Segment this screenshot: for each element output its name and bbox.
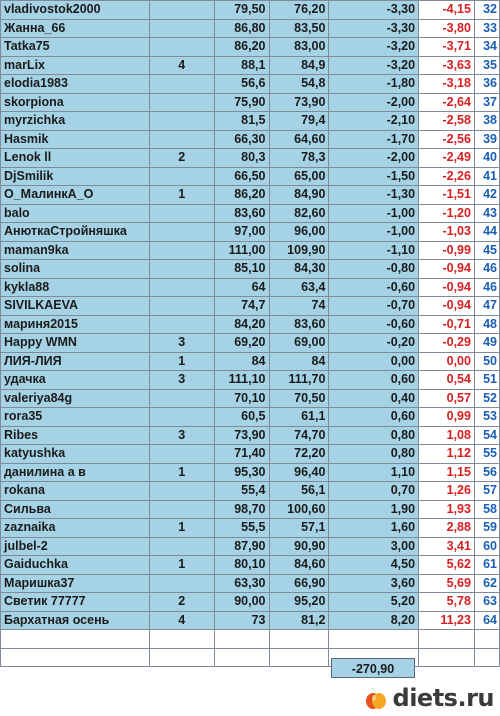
diff-cell[interactable]: -0,94	[419, 278, 475, 297]
empty-cell[interactable]	[474, 648, 499, 667]
table-row	[1, 556, 500, 575]
table-row	[1, 260, 500, 279]
end-cell[interactable]: 82,60	[269, 204, 329, 223]
end-cell[interactable]: 84,60	[269, 556, 329, 575]
rownum-cell[interactable]: 32	[474, 1, 499, 20]
rownum-cell[interactable]: 63	[474, 593, 499, 612]
rownum-cell[interactable]: 55	[474, 445, 499, 464]
start-cell[interactable]: 56,6	[214, 75, 269, 94]
start-cell[interactable]: 84	[214, 352, 269, 371]
rownum-cell[interactable]: 58	[474, 500, 499, 519]
start-cell[interactable]: 66,30	[214, 130, 269, 149]
diff-cell[interactable]: -0,94	[419, 260, 475, 279]
badge-cell[interactable]: 1	[149, 556, 214, 575]
start-cell[interactable]: 75,90	[214, 93, 269, 112]
rownum-cell[interactable]: 41	[474, 167, 499, 186]
diff-cell[interactable]: 5,78	[419, 593, 475, 612]
diff-cell[interactable]: 1,15	[419, 463, 475, 482]
table-body	[1, 1, 500, 667]
badge-cell[interactable]	[149, 297, 214, 316]
rownum-cell[interactable]: 61	[474, 556, 499, 575]
badge-cell[interactable]: 4	[149, 611, 214, 630]
start-cell[interactable]: 111,10	[214, 371, 269, 390]
rownum-cell[interactable]: 52	[474, 389, 499, 408]
table-row	[1, 389, 500, 408]
end-cell[interactable]: 96,00	[269, 223, 329, 242]
diff-cell[interactable]: -0,99	[419, 241, 475, 260]
name-cell[interactable]: Маришка37	[1, 574, 150, 593]
table-row	[1, 241, 500, 260]
badge-cell[interactable]	[149, 482, 214, 501]
rownum-cell[interactable]: 37	[474, 93, 499, 112]
empty-cell[interactable]	[1, 630, 150, 649]
end-cell[interactable]: 57,1	[269, 519, 329, 538]
apple-icon	[363, 685, 389, 711]
empty-cell[interactable]	[214, 630, 269, 649]
change-cell[interactable]: -1,00	[329, 204, 419, 223]
change-cell[interactable]: -3,30	[329, 19, 419, 38]
start-cell[interactable]: 64	[214, 278, 269, 297]
name-cell[interactable]: myrzichka	[1, 112, 150, 131]
table-row	[1, 408, 500, 427]
badge-cell[interactable]	[149, 223, 214, 242]
diff-cell[interactable]: -1,51	[419, 186, 475, 205]
badge-cell[interactable]: 1	[149, 463, 214, 482]
name-cell[interactable]: balo	[1, 204, 150, 223]
start-cell[interactable]: 81,5	[214, 112, 269, 131]
empty-cell[interactable]	[269, 648, 329, 667]
badge-cell[interactable]: 3	[149, 371, 214, 390]
name-cell[interactable]: Светик 77777	[1, 593, 150, 612]
end-cell[interactable]: 83,00	[269, 38, 329, 57]
badge-cell[interactable]	[149, 315, 214, 334]
table-row	[1, 334, 500, 353]
diff-cell[interactable]: -2,56	[419, 130, 475, 149]
name-cell[interactable]: maman9ka	[1, 241, 150, 260]
table-row	[1, 574, 500, 593]
badge-cell[interactable]: 4	[149, 56, 214, 75]
start-cell[interactable]: 83,60	[214, 204, 269, 223]
table-row	[1, 223, 500, 242]
end-cell[interactable]: 109,90	[269, 241, 329, 260]
diff-cell[interactable]: 0,00	[419, 352, 475, 371]
rownum-cell[interactable]: 45	[474, 241, 499, 260]
diff-cell[interactable]: 3,41	[419, 537, 475, 556]
diff-cell[interactable]: 11,23	[419, 611, 475, 630]
badge-cell[interactable]: 3	[149, 334, 214, 353]
diff-cell[interactable]: -2,58	[419, 112, 475, 131]
change-cell[interactable]: -2,00	[329, 149, 419, 168]
rownum-cell[interactable]: 46	[474, 278, 499, 297]
table-row	[1, 130, 500, 149]
start-cell[interactable]: 55,5	[214, 519, 269, 538]
badge-cell[interactable]: 2	[149, 593, 214, 612]
table-row	[1, 19, 500, 38]
empty-cell[interactable]	[419, 630, 475, 649]
table-row	[1, 371, 500, 390]
end-cell[interactable]: 100,60	[269, 500, 329, 519]
name-cell[interactable]: julbel-2	[1, 537, 150, 556]
end-cell[interactable]: 73,90	[269, 93, 329, 112]
end-cell[interactable]: 84	[269, 352, 329, 371]
change-cell[interactable]: -0,20	[329, 334, 419, 353]
change-cell[interactable]: 5,20	[329, 593, 419, 612]
badge-cell[interactable]	[149, 260, 214, 279]
name-cell[interactable]: АнюткаСтройняшка	[1, 223, 150, 242]
start-cell[interactable]: 80,10	[214, 556, 269, 575]
change-cell[interactable]: 1,10	[329, 463, 419, 482]
rownum-cell[interactable]: 57	[474, 482, 499, 501]
diff-cell[interactable]: -2,49	[419, 149, 475, 168]
end-cell[interactable]: 72,20	[269, 445, 329, 464]
badge-cell[interactable]	[149, 38, 214, 57]
end-cell[interactable]: 61,1	[269, 408, 329, 427]
diff-cell[interactable]: 5,62	[419, 556, 475, 575]
name-cell[interactable]: SIVILKAEVA	[1, 297, 150, 316]
start-cell[interactable]: 60,5	[214, 408, 269, 427]
rownum-cell[interactable]: 46	[474, 260, 499, 279]
table-row	[1, 75, 500, 94]
table-row	[1, 56, 500, 75]
rownum-cell[interactable]: 59	[474, 519, 499, 538]
name-cell[interactable]: Сильва	[1, 500, 150, 519]
badge-cell[interactable]	[149, 167, 214, 186]
name-cell[interactable]: Бархатная осень	[1, 611, 150, 630]
rownum-cell[interactable]: 33	[474, 19, 499, 38]
change-cell[interactable]: -1,10	[329, 241, 419, 260]
badge-cell[interactable]	[149, 537, 214, 556]
name-cell[interactable]: удачка	[1, 371, 150, 390]
diff-cell[interactable]: 0,54	[419, 371, 475, 390]
change-cell[interactable]: -1,50	[329, 167, 419, 186]
table-row	[1, 315, 500, 334]
end-cell[interactable]: 76,20	[269, 1, 329, 20]
end-cell[interactable]: 83,60	[269, 315, 329, 334]
badge-cell[interactable]	[149, 241, 214, 260]
empty-cell[interactable]	[269, 630, 329, 649]
empty-cell[interactable]	[149, 648, 214, 667]
change-cell[interactable]: 4,50	[329, 556, 419, 575]
change-cell[interactable]: -0,70	[329, 297, 419, 316]
name-cell[interactable]: elodia1983	[1, 75, 150, 94]
table-row	[1, 1, 500, 20]
start-cell[interactable]: 85,10	[214, 260, 269, 279]
table-row	[1, 38, 500, 57]
start-cell[interactable]: 80,3	[214, 149, 269, 168]
start-cell[interactable]: 111,00	[214, 241, 269, 260]
change-cell[interactable]: 3,00	[329, 537, 419, 556]
name-cell[interactable]: Happy WMN	[1, 334, 150, 353]
start-cell[interactable]: 84,20	[214, 315, 269, 334]
change-cell[interactable]: -2,10	[329, 112, 419, 131]
name-cell[interactable]: valeriya84g	[1, 389, 150, 408]
start-cell[interactable]: 90,00	[214, 593, 269, 612]
empty-cell[interactable]	[1, 648, 150, 667]
empty-cell[interactable]	[419, 648, 475, 667]
start-cell[interactable]: 97,00	[214, 223, 269, 242]
change-cell[interactable]: -1,80	[329, 75, 419, 94]
name-cell[interactable]: Tatka75	[1, 38, 150, 57]
diff-cell[interactable]: -1,20	[419, 204, 475, 223]
rownum-cell[interactable]: 42	[474, 186, 499, 205]
badge-cell[interactable]	[149, 112, 214, 131]
rownum-cell[interactable]: 51	[474, 371, 499, 390]
diff-cell[interactable]: -3,80	[419, 19, 475, 38]
diff-cell[interactable]: 0,57	[419, 389, 475, 408]
name-cell[interactable]: Жанна_66	[1, 19, 150, 38]
end-cell[interactable]: 90,90	[269, 537, 329, 556]
start-cell[interactable]: 71,40	[214, 445, 269, 464]
rownum-cell[interactable]: 62	[474, 574, 499, 593]
table-row	[1, 426, 500, 445]
badge-cell[interactable]: 3	[149, 426, 214, 445]
change-cell[interactable]: 0,60	[329, 408, 419, 427]
name-cell[interactable]: Hasmik	[1, 130, 150, 149]
change-cell[interactable]: -0,80	[329, 260, 419, 279]
start-cell[interactable]: 87,90	[214, 537, 269, 556]
change-cell[interactable]: -1,70	[329, 130, 419, 149]
empty-cell[interactable]	[474, 630, 499, 649]
diff-cell[interactable]: -3,18	[419, 75, 475, 94]
rownum-cell[interactable]: 50	[474, 352, 499, 371]
start-cell[interactable]: 70,10	[214, 389, 269, 408]
end-cell[interactable]: 74,70	[269, 426, 329, 445]
badge-cell[interactable]	[149, 204, 214, 223]
start-cell[interactable]: 74,7	[214, 297, 269, 316]
badge-cell[interactable]	[149, 75, 214, 94]
name-cell[interactable]: мариня2015	[1, 315, 150, 334]
rownum-cell[interactable]: 34	[474, 38, 499, 57]
start-cell[interactable]: 63,30	[214, 574, 269, 593]
badge-cell[interactable]: 2	[149, 149, 214, 168]
rownum-cell[interactable]: 36	[474, 75, 499, 94]
end-cell[interactable]: 64,60	[269, 130, 329, 149]
badge-cell[interactable]	[149, 408, 214, 427]
table-row	[1, 167, 500, 186]
diff-cell[interactable]: 1,12	[419, 445, 475, 464]
diff-cell[interactable]: -3,71	[419, 38, 475, 57]
start-cell[interactable]: 73	[214, 611, 269, 630]
start-cell[interactable]: 86,20	[214, 186, 269, 205]
rownum-cell[interactable]: 40	[474, 149, 499, 168]
rownum-cell[interactable]: 49	[474, 334, 499, 353]
name-cell[interactable]: Lenok ll	[1, 149, 150, 168]
diff-cell[interactable]: 1,08	[419, 426, 475, 445]
change-cell[interactable]: 3,60	[329, 574, 419, 593]
change-cell[interactable]: 0,00	[329, 352, 419, 371]
end-cell[interactable]: 70,50	[269, 389, 329, 408]
start-cell[interactable]: 95,30	[214, 463, 269, 482]
table-row	[1, 278, 500, 297]
table-row	[1, 297, 500, 316]
end-cell[interactable]: 78,3	[269, 149, 329, 168]
name-cell[interactable]: skorpiona	[1, 93, 150, 112]
change-cell[interactable]: -1,30	[329, 186, 419, 205]
watermark-text: diets.ru	[392, 684, 494, 712]
table-row	[1, 352, 500, 371]
name-cell[interactable]: zaznaika	[1, 519, 150, 538]
table-row	[1, 611, 500, 630]
diff-cell[interactable]: -1,03	[419, 223, 475, 242]
change-cell[interactable]: -3,20	[329, 38, 419, 57]
start-cell[interactable]: 79,50	[214, 1, 269, 20]
change-cell[interactable]: 0,80	[329, 445, 419, 464]
watermark	[363, 684, 494, 712]
name-cell[interactable]: rora35	[1, 408, 150, 427]
end-cell[interactable]: 83,50	[269, 19, 329, 38]
badge-cell[interactable]	[149, 1, 214, 20]
start-cell[interactable]: 69,20	[214, 334, 269, 353]
name-cell[interactable]: marLix	[1, 56, 150, 75]
rownum-cell[interactable]: 48	[474, 315, 499, 334]
end-cell[interactable]: 69,00	[269, 334, 329, 353]
badge-cell[interactable]	[149, 19, 214, 38]
end-cell[interactable]: 95,20	[269, 593, 329, 612]
end-cell[interactable]: 54,8	[269, 75, 329, 94]
end-cell[interactable]: 81,2	[269, 611, 329, 630]
table-row	[1, 500, 500, 519]
rownum-cell[interactable]: 54	[474, 426, 499, 445]
rownum-cell[interactable]: 35	[474, 56, 499, 75]
diff-cell[interactable]: 1,26	[419, 482, 475, 501]
change-cell[interactable]: -1,00	[329, 223, 419, 242]
badge-cell[interactable]: 1	[149, 352, 214, 371]
table-row	[1, 93, 500, 112]
diff-cell[interactable]: 5,69	[419, 574, 475, 593]
rownum-cell[interactable]: 38	[474, 112, 499, 131]
change-cell[interactable]: 0,60	[329, 371, 419, 390]
diff-cell[interactable]: 2,88	[419, 519, 475, 538]
badge-cell[interactable]	[149, 278, 214, 297]
change-cell[interactable]: -0,60	[329, 315, 419, 334]
table-row	[1, 593, 500, 612]
rownum-cell[interactable]: 43	[474, 204, 499, 223]
end-cell[interactable]: 79,4	[269, 112, 329, 131]
change-cell[interactable]: 0,70	[329, 482, 419, 501]
diff-cell[interactable]: -2,26	[419, 167, 475, 186]
end-cell[interactable]: 66,90	[269, 574, 329, 593]
table-row	[1, 445, 500, 464]
change-cell[interactable]: -3,20	[329, 56, 419, 75]
rownum-cell[interactable]: 47	[474, 297, 499, 316]
name-cell[interactable]: Gaiduchka	[1, 556, 150, 575]
rownum-cell[interactable]: 39	[474, 130, 499, 149]
end-cell[interactable]: 96,40	[269, 463, 329, 482]
start-cell[interactable]: 66,50	[214, 167, 269, 186]
diff-cell[interactable]: 0,99	[419, 408, 475, 427]
table-row	[1, 186, 500, 205]
name-cell[interactable]: solina	[1, 260, 150, 279]
name-cell[interactable]: O_МалинкА_O	[1, 186, 150, 205]
rownum-cell[interactable]: 44	[474, 223, 499, 242]
empty-cell[interactable]	[214, 648, 269, 667]
diff-cell[interactable]: -3,63	[419, 56, 475, 75]
diff-cell[interactable]: -0,71	[419, 315, 475, 334]
end-cell[interactable]: 84,30	[269, 260, 329, 279]
name-cell[interactable]: данилина а в	[1, 463, 150, 482]
badge-cell[interactable]	[149, 93, 214, 112]
end-cell[interactable]: 56,1	[269, 482, 329, 501]
badge-cell[interactable]	[149, 500, 214, 519]
name-cell[interactable]: DjSmilik	[1, 167, 150, 186]
start-cell[interactable]: 86,20	[214, 38, 269, 57]
diff-cell[interactable]: -0,94	[419, 297, 475, 316]
badge-cell[interactable]	[149, 130, 214, 149]
start-cell[interactable]: 98,70	[214, 500, 269, 519]
table-row	[1, 149, 500, 168]
diff-cell[interactable]: -4,15	[419, 1, 475, 20]
name-cell[interactable]: kykla88	[1, 278, 150, 297]
total-cell[interactable]: -270,90	[331, 658, 415, 678]
empty-row	[1, 648, 500, 667]
empty-cell[interactable]	[329, 630, 419, 649]
end-cell[interactable]: 84,90	[269, 186, 329, 205]
end-cell[interactable]: 65,00	[269, 167, 329, 186]
table-row	[1, 204, 500, 223]
name-cell[interactable]: katyushka	[1, 445, 150, 464]
table-row	[1, 519, 500, 538]
change-cell[interactable]: -0,60	[329, 278, 419, 297]
diff-cell[interactable]: 1,93	[419, 500, 475, 519]
change-cell[interactable]: 1,90	[329, 500, 419, 519]
diff-cell[interactable]: -2,64	[419, 93, 475, 112]
name-cell[interactable]: ЛИЯ-ЛИЯ	[1, 352, 150, 371]
table-row	[1, 112, 500, 131]
change-cell[interactable]: -3,30	[329, 1, 419, 20]
table-row	[1, 482, 500, 501]
empty-cell[interactable]	[149, 630, 214, 649]
name-cell[interactable]: rokana	[1, 482, 150, 501]
badge-cell[interactable]	[149, 574, 214, 593]
change-cell[interactable]: -2,00	[329, 93, 419, 112]
start-cell[interactable]: 86,80	[214, 19, 269, 38]
end-cell[interactable]: 63,4	[269, 278, 329, 297]
end-cell[interactable]: 74	[269, 297, 329, 316]
table-row	[1, 463, 500, 482]
change-cell[interactable]: 1,60	[329, 519, 419, 538]
start-cell[interactable]: 55,4	[214, 482, 269, 501]
badge-cell[interactable]	[149, 389, 214, 408]
rownum-cell[interactable]: 64	[474, 611, 499, 630]
end-cell[interactable]: 84,9	[269, 56, 329, 75]
badge-cell[interactable]: 1	[149, 519, 214, 538]
rownum-cell[interactable]: 60	[474, 537, 499, 556]
rownum-cell[interactable]: 53	[474, 408, 499, 427]
start-cell[interactable]: 88,1	[214, 56, 269, 75]
badge-cell[interactable]: 1	[149, 186, 214, 205]
diff-cell[interactable]: -0,29	[419, 334, 475, 353]
badge-cell[interactable]	[149, 445, 214, 464]
table-row	[1, 537, 500, 556]
change-cell[interactable]: 8,20	[329, 611, 419, 630]
name-cell[interactable]: Ribes	[1, 426, 150, 445]
name-cell[interactable]: vladivostok2000	[1, 1, 150, 20]
empty-row	[1, 630, 500, 649]
change-cell[interactable]: 0,80	[329, 426, 419, 445]
rownum-cell[interactable]: 56	[474, 463, 499, 482]
end-cell[interactable]: 111,70	[269, 371, 329, 390]
start-cell[interactable]: 73,90	[214, 426, 269, 445]
change-cell[interactable]: 0,40	[329, 389, 419, 408]
